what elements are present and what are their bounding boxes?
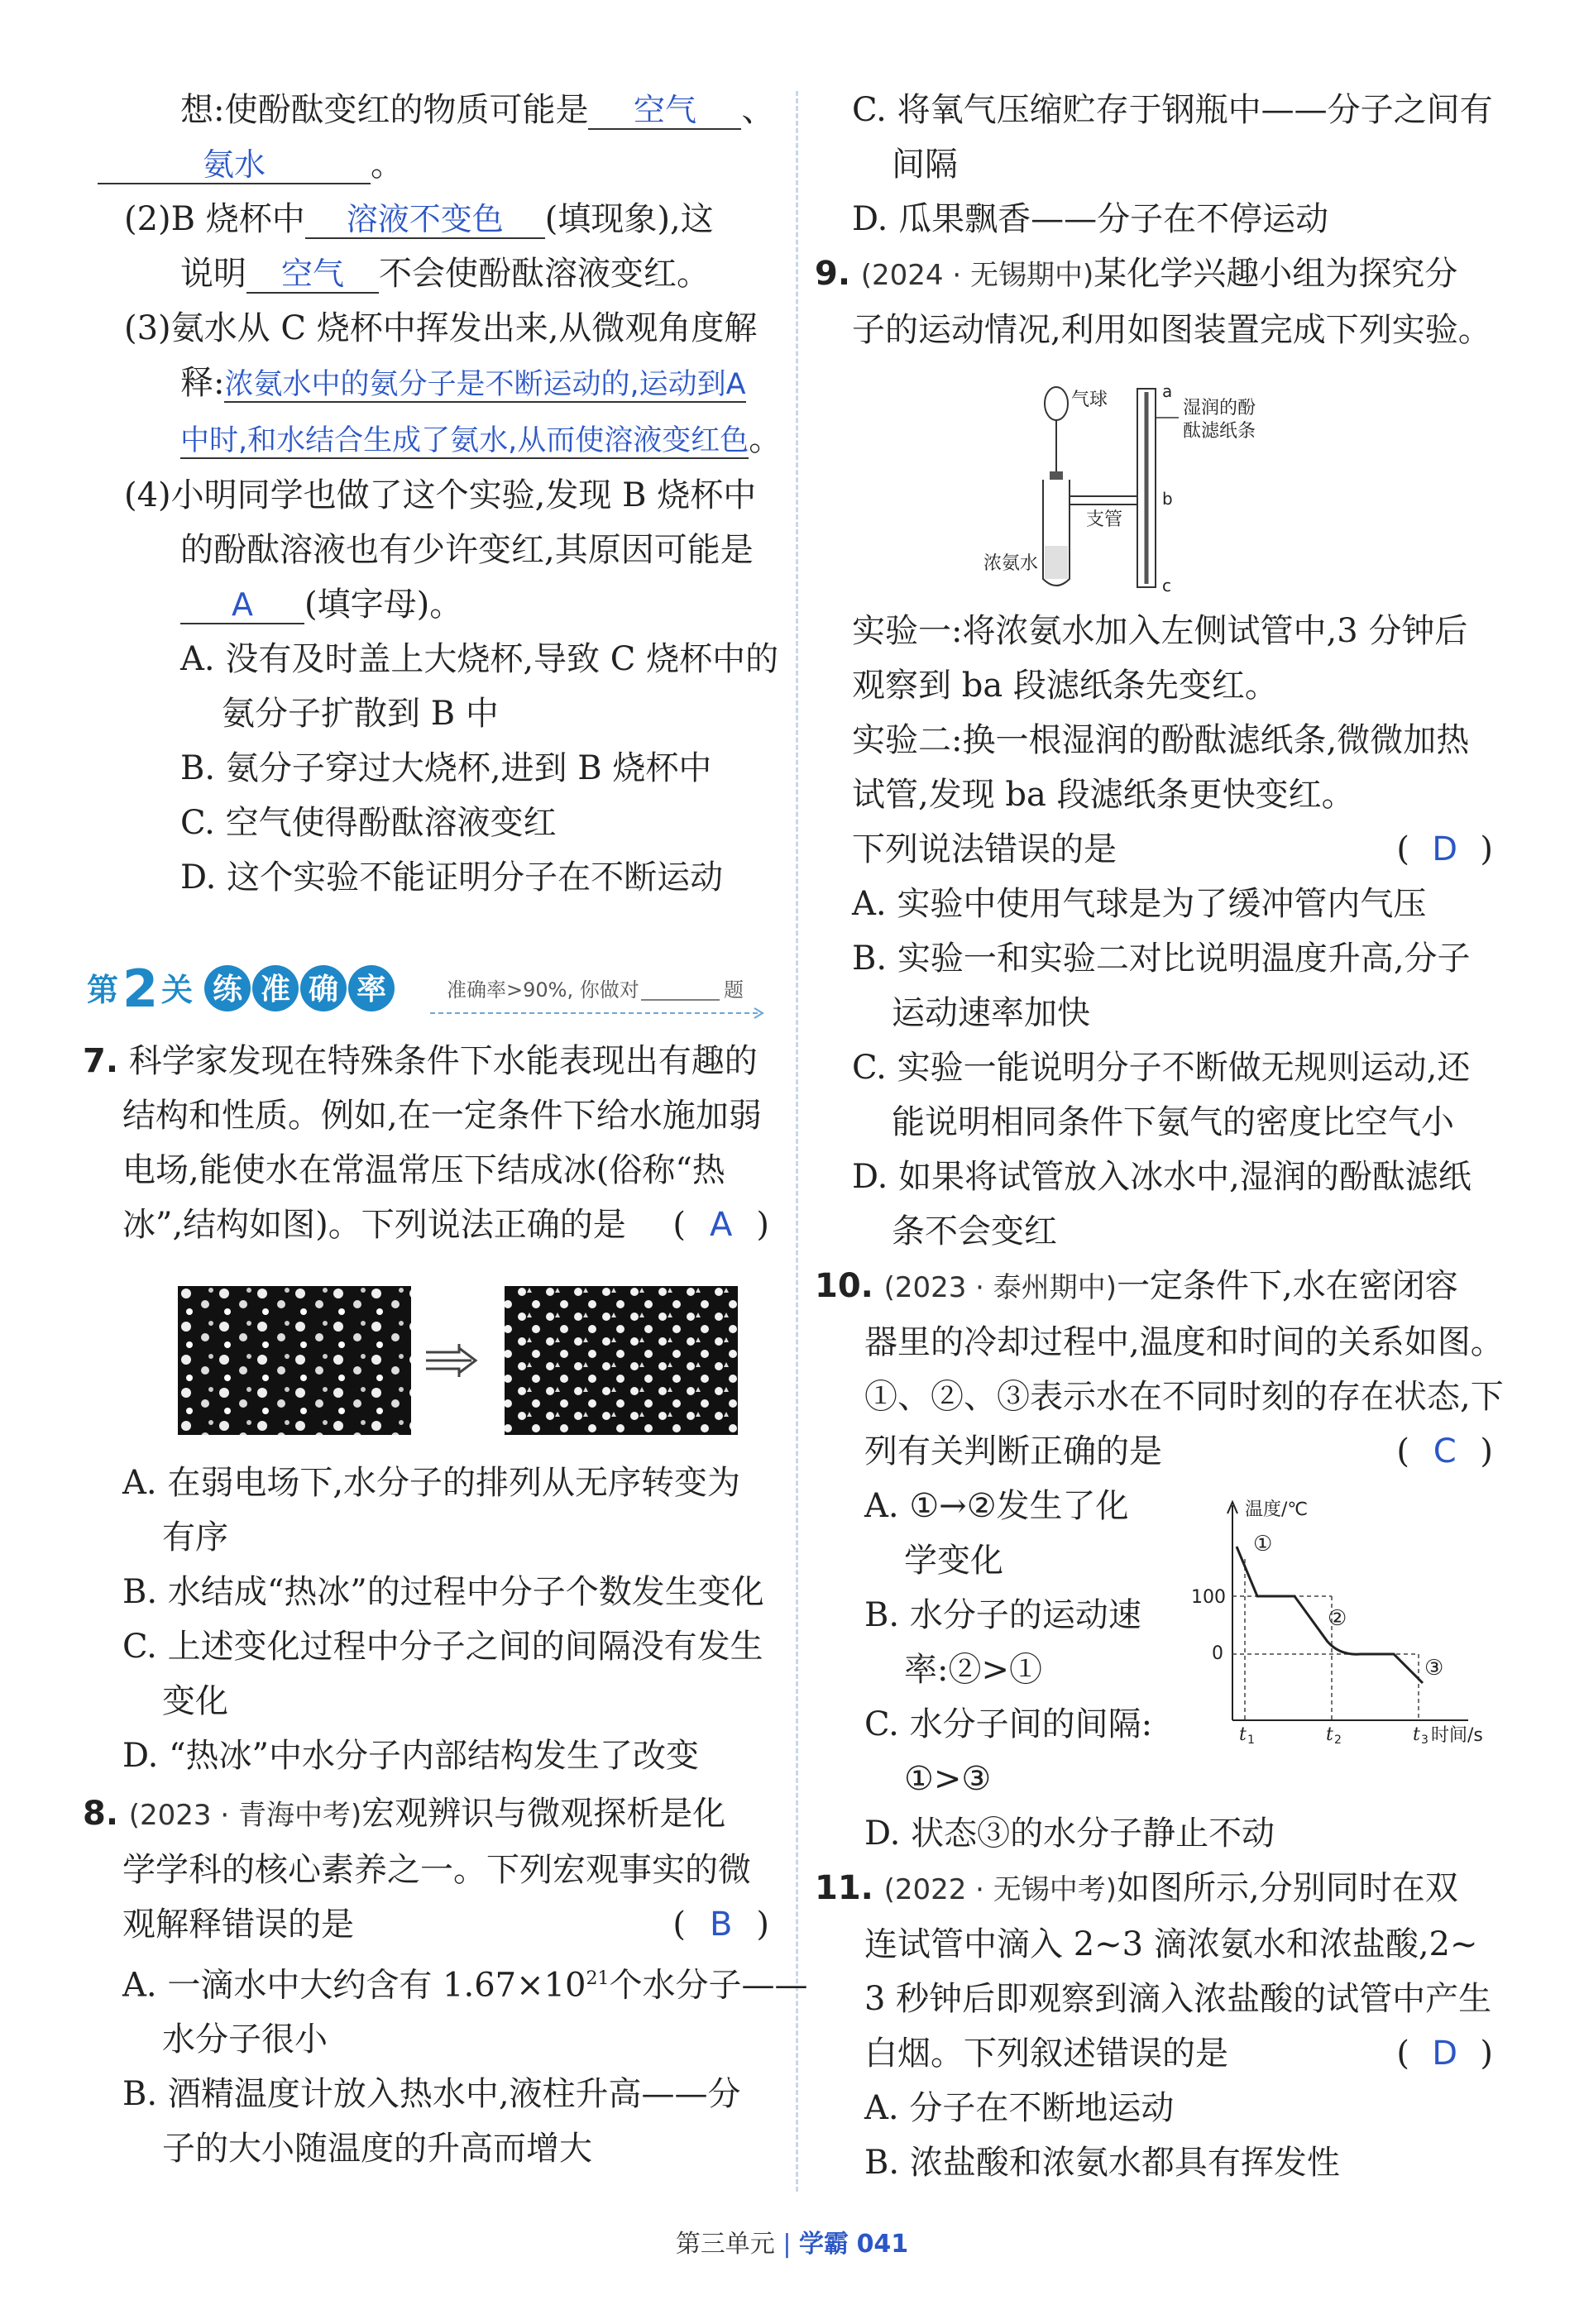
x-axis-label: 时间/s (1431, 1725, 1483, 1746)
banner-char: 率 (356, 973, 387, 1007)
q6-line1 (83, 83, 778, 137)
ammonia-liquid (1045, 546, 1068, 579)
q9-line2: 子的运动情况,利用如图装置完成下列实验。 (852, 311, 1491, 349)
q9-line1 (815, 246, 1501, 303)
q10-line1 (815, 1259, 1501, 1315)
text: (填字母)。 (304, 586, 463, 624)
text: 。 (371, 146, 404, 184)
q8-option-c-cont: 间隔 (892, 146, 958, 184)
q6-part2 (83, 192, 778, 246)
superscript: 21 (586, 1968, 610, 1989)
option-b: B. 实验一和实验二对比说明温度升高,分子 (852, 940, 1471, 978)
answer: B (709, 1906, 733, 1944)
option-b: B. 水分子的运动速 (864, 1596, 1141, 1634)
q6-line2 (83, 137, 778, 192)
q9-ask (815, 822, 1501, 877)
q8-option-d: D. 瓜果飘香——分子在不停运动 (852, 200, 1329, 238)
q11-line2: 连试管中滴入 2~3 滴浓氨水和浓盐酸,2~ (864, 1925, 1478, 1963)
q8-line2: 学学科的核心素养之一。下列宏观事实的微 (122, 1851, 751, 1889)
banner-char: 确 (308, 973, 339, 1007)
q6-part2b (83, 246, 778, 301)
q10-line2: 器里的冷却过程中,温度和时间的关系如图。 (864, 1323, 1504, 1361)
banner-di: 第 (87, 972, 119, 1008)
text: 一定条件下,水在密闭容 (1117, 1267, 1458, 1305)
banner-note: 准确率>90%, 你做对 (447, 978, 639, 1002)
right-column (815, 83, 1501, 357)
hot-ice-figure (178, 1286, 740, 1442)
hot-ice-image (178, 1286, 740, 1439)
handwritten-answer: 浓氨水中的氨分子是不断运动的,运动到A (224, 368, 746, 401)
handwritten-answer: A (232, 586, 253, 623)
q7-line1 (83, 1034, 778, 1088)
option-b-cont: 率:②>① (904, 1651, 1042, 1689)
text: (2)B 烧杯中 (124, 200, 305, 238)
option-c-cont: 变化 (162, 1682, 228, 1720)
balloon-shape (1045, 387, 1068, 420)
text: (填现象),这 (544, 200, 714, 238)
q6-part4-line2: 的酚酞溶液也有少许变红,其原因可能是 (180, 531, 754, 569)
footer-separator: | (782, 2230, 792, 2259)
q8-option-a (83, 1952, 808, 2012)
branch-label: 支管 (1086, 509, 1123, 530)
q9-text (815, 604, 1504, 2190)
handwritten-answer: 中时,和水结合生成了氨水,从而使溶液变红色 (180, 424, 749, 457)
option-b: B. 氨分子穿过大烧杯,进到 B 烧杯中 (180, 749, 712, 787)
q7-line4 (83, 1198, 778, 1252)
x-tick-t1-sub: 1 (1247, 1733, 1255, 1747)
ordered-structure (505, 1286, 738, 1435)
ammonia-label: 浓氨水 (983, 553, 1039, 574)
option-a-cont: 氨分子扩散到 B 中 (222, 695, 499, 733)
text: 。 (749, 420, 782, 458)
q8-option-a-cont: 水分子很小 (162, 2020, 328, 2059)
text: 科学家发现在特殊条件下水能表现出有趣的 (128, 1042, 758, 1080)
question-source: (2023 · 青海中考) (128, 1799, 362, 1832)
point-c-label: c (1162, 576, 1171, 595)
text: 想:使酚酞变红的物质可能是 (180, 91, 589, 129)
answer-paren: ( D ) (1396, 2026, 1493, 2081)
option-a: A. 没有及时盖上大烧杯,导致 C 烧杯中的 (180, 640, 779, 678)
option-c: C. 水分子间的间隔: (864, 1705, 1153, 1743)
question-source: (2024 · 无锡期中) (860, 259, 1094, 292)
q6-part3-line2 (83, 356, 778, 412)
text: 释: (180, 364, 225, 402)
column-divider (796, 91, 798, 2192)
answer-blank (98, 146, 371, 184)
q6-part4-line1: (4)小明同学也做了这个实验,发现 B 烧杯中 (124, 476, 757, 514)
option-b: B. 浓盐酸和浓氨水都具有挥发性 (864, 2144, 1340, 2182)
brand-label: 学霸 (799, 2230, 849, 2259)
text: 、 (741, 91, 775, 129)
y-axis-label: 温度/℃ (1245, 1499, 1309, 1520)
answer-blank (305, 201, 545, 239)
q8-option-b-cont: 子的大小随温度的升高而增大 (162, 2130, 592, 2169)
q11-line4 (815, 2026, 1501, 2081)
q6-part3-line3 (83, 412, 782, 468)
q8-line3 (83, 1897, 778, 1952)
q9-exp1-line2: 观察到 ba 段滤纸条先变红。 (852, 667, 1278, 705)
option-b-cont: 运动速率加快 (892, 994, 1090, 1032)
text: 列有关判断正确的是 (864, 1432, 1162, 1470)
text: 冰”,结构如图)。下列说法正确的是 (122, 1206, 626, 1244)
banner-char: 准 (260, 973, 291, 1007)
option-d-cont: 条不会变红 (892, 1212, 1057, 1250)
option-c: C. 空气使得酚酞溶液变红 (180, 804, 557, 842)
banner-chars (204, 965, 395, 1011)
banner-char: 练 (212, 973, 243, 1007)
option-a: A. ①→②发生了化 (864, 1487, 1129, 1525)
banner-graphic (83, 955, 778, 1021)
answer-paren: ( B ) (672, 1897, 769, 1952)
text: 宏观辨识与微观探析是化 (361, 1795, 726, 1833)
q8-option-c: C. 将氧气压缩贮存于钢瓶中——分子之间有 (852, 91, 1493, 129)
text: 下列说法错误的是 (852, 830, 1117, 868)
y-tick-100: 100 (1191, 1587, 1226, 1608)
arrow-right-icon (426, 1344, 476, 1377)
paper-label-1: 湿润的酚 (1183, 398, 1256, 418)
answer-blank (180, 586, 304, 624)
option-c: C. 实验一能说明分子不断做无规则运动,还 (852, 1049, 1471, 1087)
option-a: A. 在弱电场下,水分子的排列从无序转变为 (122, 1464, 741, 1502)
text: 如图所示,分别同时在双 (1117, 1869, 1458, 1907)
handwritten-answer: 空气 (633, 92, 696, 128)
question-number: 8. (83, 1795, 119, 1833)
answer-blank (246, 256, 379, 294)
section-banner (83, 955, 778, 1021)
answer: A (709, 1206, 733, 1244)
state-3-marker: ③ (1424, 1656, 1444, 1681)
text: 白烟。下列叙述错误的是 (864, 2035, 1228, 2073)
option-c: C. 上述变化过程中分子之间的间隔没有发生 (122, 1628, 763, 1666)
q10-cooling-chart (1183, 1497, 1514, 1748)
answer-paren: ( C ) (1396, 1424, 1493, 1479)
option-a-cont: 有序 (162, 1518, 228, 1557)
page-number: 041 (856, 2230, 909, 2259)
answer-paren: ( D ) (1396, 822, 1493, 877)
option-d: D. “热冰”中水分子内部结构发生了改变 (122, 1737, 699, 1775)
option-d: D. 如果将试管放入冰水中,湿润的酚酞滤纸 (852, 1158, 1472, 1196)
q11-line3: 3 秒钟后即观察到滴入浓盐酸的试管中产生 (864, 1980, 1492, 2018)
question-number: 11. (815, 1869, 873, 1907)
unit-label: 第三单元 (675, 2230, 775, 2259)
q8-block (83, 1786, 808, 2176)
q7-line2: 结构和性质。例如,在一定条件下给水施加弱 (122, 1097, 762, 1135)
banner-guan: 关 (161, 972, 194, 1008)
x-tick-t3-sub: 3 (1421, 1733, 1428, 1747)
point-a-label: a (1162, 381, 1173, 401)
cooling-curve (1183, 1497, 1514, 1745)
text: A. 一滴水中大约含有 1.67×10 (122, 1966, 586, 2005)
option-a: A. 实验中使用气球是为了缓冲管内气压 (852, 885, 1427, 923)
text: 个水分子—— (609, 1966, 808, 2005)
option-d: D. 这个实验不能证明分子在不断运动 (180, 858, 724, 897)
q8-line1 (83, 1786, 778, 1843)
q6-part4-line3 (83, 577, 778, 632)
banner-num: 2 (122, 959, 159, 1019)
question-source: (2023 · 泰州期中) (883, 1271, 1117, 1304)
option-c-cont: ①>③ (904, 1760, 992, 1798)
state-1-marker: ① (1253, 1532, 1273, 1557)
handwritten-answer: 溶液不变色 (346, 201, 504, 237)
question-number: 10. (815, 1267, 873, 1305)
text: 某化学兴趣小组为探究分 (1093, 255, 1458, 293)
answer: D (1432, 2035, 1458, 2073)
balloon-label: 气球 (1071, 390, 1108, 410)
left-column (83, 83, 782, 905)
x-tick-t1: t (1239, 1724, 1247, 1745)
option-b: B. 水结成“热冰”的过程中分子个数发生变化 (122, 1573, 764, 1611)
q11-line1 (815, 1861, 1501, 1917)
option-a: A. 分子在不断地运动 (864, 2089, 1175, 2127)
paper-label-2: 酞滤纸条 (1183, 421, 1256, 442)
banner-note-end: 题 (724, 978, 744, 1002)
apparatus-diagram (983, 380, 1361, 595)
x-tick-t2-sub: 2 (1334, 1733, 1342, 1747)
text: 观解释错误的是 (122, 1906, 354, 1944)
disordered-structure (178, 1286, 411, 1435)
answer-paren: ( A ) (672, 1198, 769, 1252)
question-source: (2022 · 无锡中考) (883, 1873, 1117, 1906)
question-number: 7. (83, 1042, 119, 1080)
handwritten-answer: 氨水 (202, 146, 266, 183)
point-b-label: b (1162, 489, 1173, 509)
handwritten-answer: 空气 (280, 256, 344, 292)
q8-option-b: B. 酒精温度计放入热水中,液柱升高——分 (122, 2075, 741, 2114)
q7-options (83, 1456, 778, 1783)
q9-exp2-line1: 实验二:换一根湿润的酚酞滤纸条,微微加热 (852, 721, 1470, 759)
state-2-marker: ② (1328, 1606, 1347, 1631)
x-tick-t2: t (1326, 1724, 1333, 1745)
option-d: D. 状态③的水分子静止不动 (864, 1815, 1275, 1853)
q9-exp2-line2: 试管,发现 ba 段滤纸条更快变红。 (852, 776, 1355, 814)
q6-part3-line1: (3)氨水从 C 烧杯中挥发出来,从微观角度解 (124, 309, 758, 347)
x-tick-t3: t (1413, 1724, 1420, 1745)
answer: D (1432, 830, 1458, 868)
answer-blank (588, 92, 741, 130)
q7-line3: 电场,能使水在常温常压下结成冰(俗称“热 (122, 1151, 725, 1189)
question-number: 9. (815, 255, 851, 293)
text: 不会使酚酞溶液变红。 (379, 255, 710, 293)
option-c-cont: 能说明相同条件下氨气的密度比空气小 (892, 1103, 1454, 1141)
text: 说明 (180, 255, 246, 293)
option-a-cont: 学变化 (904, 1542, 1003, 1580)
q9-exp1-line1: 实验一:将浓氨水加入左侧试管中,3 分钟后 (852, 612, 1468, 650)
q10-line3: ①、②、③表示水在不同时刻的存在状态,下 (864, 1378, 1504, 1416)
y-tick-0: 0 (1212, 1643, 1223, 1664)
page-footer (0, 2223, 1584, 2259)
stopper (1050, 471, 1063, 480)
q10-line4 (815, 1424, 1501, 1479)
q9-apparatus-figure (983, 380, 1361, 599)
answer: C (1433, 1432, 1457, 1470)
q7-block (83, 1034, 778, 1252)
